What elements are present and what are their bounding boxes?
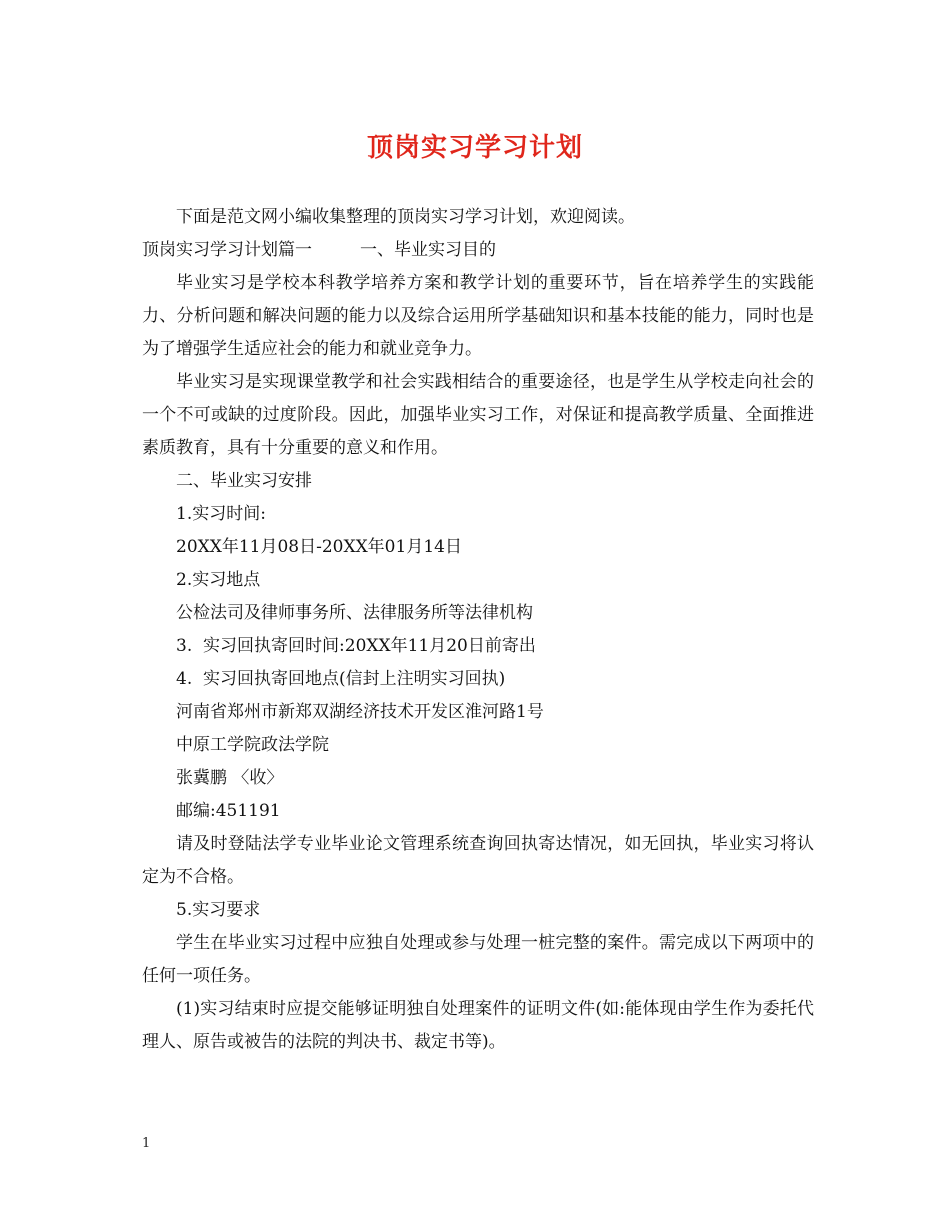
section-line xyxy=(142,234,814,267)
intro-paragraph: 下面是范文网小编收集整理的顶岗实习学习计划，欢迎阅读。 xyxy=(176,207,635,227)
item-time-label: 1.实习时间: xyxy=(176,504,266,524)
item-time-value: 20XX年11月08日-20XX年01月14日 xyxy=(176,537,462,557)
document-body xyxy=(142,201,814,1059)
requirements-paragraph: 学生在毕业实习过程中应独自处理或参与处理一桩完整的案件。需完成以下两项中的任何一项任务。 xyxy=(142,933,814,986)
document-title: 顶岗实习学习计划 xyxy=(366,133,583,163)
item-return-time: 3. 实习回执寄回时间:20XX年11月20日前寄出 xyxy=(176,636,536,656)
item-requirements-label: 5.实习要求 xyxy=(176,900,261,920)
requirement-1-paragraph: (1)实习结束时应提交能够证明独自处理案件的证明文件(如:能体现由学生作为委托代理人、原告或被告的法院的判决书、裁定书等)。 xyxy=(142,999,814,1052)
purpose-paragraph-2: 毕业实习是实现课堂教学和社会实践相结合的重要途径，也是学生从学校走向社会的一个不可或缺的过度阶段。因此，加强毕业实习工作，对保证和提高教学质量、全面推进素质教育，具有十分重要的意义和作用。 xyxy=(142,372,814,458)
address-line-3: 张冀鹏 〈收〉 xyxy=(176,768,284,788)
heading-arrangement: 二、毕业实习安排 xyxy=(176,471,312,491)
postcode-line: 邮编:451191 xyxy=(176,801,281,821)
item-location-value: 公检法司及律师事务所、法律服务所等法律机构 xyxy=(176,603,533,623)
address-line-2: 中原工学院政法学院 xyxy=(176,735,329,755)
page-number: 1 xyxy=(142,1136,151,1151)
section-label: 顶岗实习学习计划篇一 xyxy=(142,240,312,260)
receipt-paragraph: 请及时登陆法学专业毕业论文管理系统查询回执寄达情况，如无回执，毕业实习将认定为不合格。 xyxy=(142,834,814,887)
item-location-label: 2.实习地点 xyxy=(176,570,261,590)
heading-purpose: 一、毕业实习目的 xyxy=(360,240,496,260)
address-line-1: 河南省郑州市新郑双湖经济技术开发区淮河路1号 xyxy=(176,702,544,722)
purpose-paragraph-1: 毕业实习是学校本科教学培养方案和教学计划的重要环节，旨在培养学生的实践能力、分析问题和解决问题的能力以及综合运用所学基础知识和基本技能的能力，同时也是为了增强学生适应社会的能力和就业竞争力。 xyxy=(142,273,814,359)
item-return-address: 4. 实习回执寄回地点(信封上注明实习回执) xyxy=(176,669,506,689)
